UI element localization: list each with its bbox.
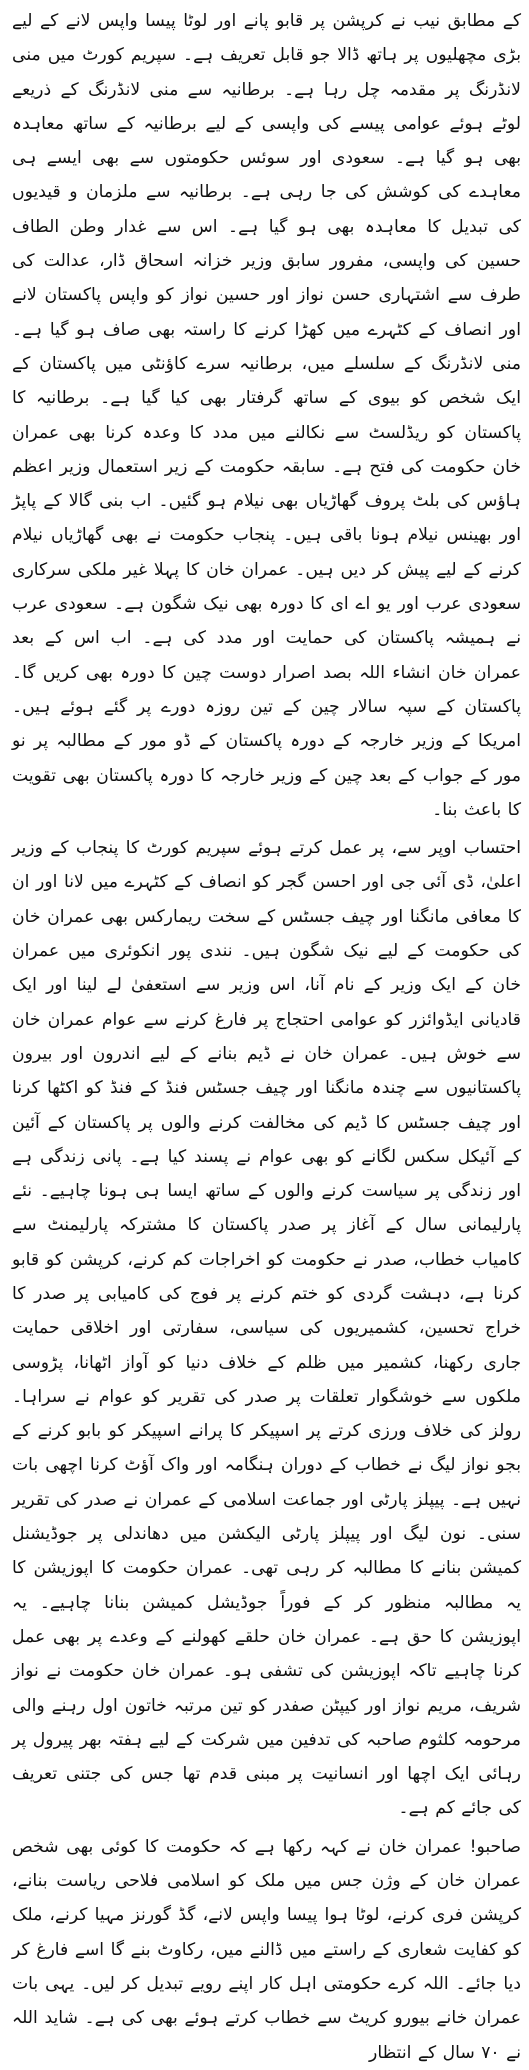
article-paragraph-1: کے مطابق نیب نے کرپشن پر قابو پانے اور لوٹا پیسا واپس لانے کے لیے بڑی مچھلیوں پر ہاتھ ڈالا جو قابل تعریف ہے۔ سپریم کورٹ میں منی لانڈرنگ پر مقدمہ چل رہا ہے۔ برطانیہ سے منی لانڈرنگ کے ذریعے لوٹے ہوئے عوامی پیسے کی واپسی کے لیے برطانیہ کے ساتھ معاہدہ بھی ہو گیا ہے۔ سعودی اور سوئس حکومتوں سے بھی ایسے ہی معاہدے کی کوشش کی جا رہی ہے۔ برطانیہ سے ملزمان و قیدیوں کی تبدیل کا معاہدہ بھی ہو گیا ہے۔ اس سے غدار وطن الطاف حسین کی واپسی، مفرور سابق وزیر خزانہ اسحاق ڈار، عدالت کی طرف سے اشتہاری حسن نواز اور حسین نواز کو واپس پاکستان لانے اور انصاف کے کٹہرے میں کھڑا کرنے کا راستہ بھی صاف ہو گیا ہے۔ منی لانڈرنگ کے سلسلے میں، برطانیہ سرے کاؤنٹی میں پاکستان کے ایک شخص کو بیوی کے ساتھ گرفتار بھی کیا گیا ہے۔ برطانیہ کا پاکستان کو ریڈلسٹ سے نکالنے میں مدد کا وعدہ کرنا بھی عمران خان حکومت کی فتح ہے۔ سابقہ حکومت کے زیر استعمال وزیر اعظم ہاؤس کی بلٹ پروف گھاڑیاں بھی نیلام ہو گئیں۔ اب بنی گالا کے پاپڑ اور بھینس نیلام ہونا باقی ہیں۔ پنجاب حکومت نے بھی گھاڑیاں نیلام کرنے کے لیے پیش کر دیں ہیں۔ عمران خان کا پہلا غیر ملکی سرکاری سعودی عرب اور یو اے ای کا دورہ بھی نیک شگون ہے۔ سعودی عرب نے ہمیشہ پاکستان کی حمایت اور مدد کی ہے۔ اب اس کے بعد عمران خان انشاء اللہ بصد اصرار دوست چین کا دورہ بھی کریں گا۔ پاکستان کے سپہ سالار چین کے تین روزہ دورے پر گئے ہوئے ہیں۔ امریکا کے وزیر خارجہ کے دورہ پاکستان کے ڈو مور کے مطالبہ پر نو مور کے جواب کے بعد چین کے وزیر خارجہ کا دورہ پاکستان بھی تقویت کا باعث بنا۔ [12, 11, 521, 820]
article-paragraph-2: احتساب اوپر سے، پر عمل کرتے ہوئے سپریم کورٹ کا پنجاب کے وزیر اعلیٰ، ڈی آئی جی اور احسن گجر کو انصاف کے کٹہرے میں لانا اور ان کا معافی مانگنا اور چیف جسٹس کے سخت ریمارکس بھی عمران خان کی حکومت کے لیے نیک شگون ہیں۔ نندی پور انکوئری میں عمران خان کے ایک وزیر کے نام آنا، اس وزیر سے استعفیٰ لے لینا اور ایک قادیانی ایڈوائزر کو عوامی احتجاج پر فارغ کرنے سے عوام عمران خان سے خوش ہیں۔ عمران خان نے ڈیم بنانے کے لیے اندرون اور بیرون پاکستانیوں سے چندہ مانگنا اور چیف جسٹس فنڈ کے فنڈ کو اکٹھا کرنا اور چیف جسٹس کا ڈیم کی مخالفت کرنے والوں پر پاکستان کے آئین کے آئیکل سکس لگانے کو بھی عوام نے پسند کیا ہے۔ پانی زندگی ہے اور زندگی پر سیاست کرنے والوں کے ساتھ ایسا ہی ہونا چاہیے۔ نئے پارلیمانی سال کے آغاز پر صدر پاکستان کا مشترکہ پارلیمنٹ سے کامیاب خطاب، صدر نے حکومت کو اخراجات کم کرنے، کرپشن کو قابو کرنا ہے، دہشت گردی کو ختم کرنے پر فوج کی کامیابی پر صدر کا خراج تحسین، کشمیریوں کی سیاسی، سفارتی اور اخلاقی حمایت جاری رکھنا، کشمیر میں ظلم کے خلاف دنیا کو آواز اٹھانا، پڑوسی ملکوں سے خوشگوار تعلقات پر صدر کی تقریر کو عوام نے سراہا۔ رولز کی خلاف ورزی کرتے پر اسپیکر کا پرانے اسپیکر کو بابو کرنے کے بجو نواز لیگ نے خطاب کے دوران ہنگامہ اور واک آؤٹ کرنا اچھی بات نہیں ہے۔ پیپلز پارٹی اور جماعت اسلامی کے عمران نے صدر کی تقریر سنی۔ نون لیگ اور پیپلز پارٹی الیکشن میں دھاندلی پر جوڈیشنل کمیشن بنانے کا مطالبہ کر رہی تھی۔ عمران حکومت کا اپوزیشن کا یہ مطالبہ منظور کر کے فوراً جوڈیشل کمیشن بنانا چاہیے۔ یہ اپوزیشن کا حق ہے۔ عمران خان حلقے کھولنے کے وعدے پر بھی عمل کرنا چاہیے تاکہ اپوزیشن کی تشفی ہو۔ عمران خان حکومت نے نواز شریف، مریم نواز اور کیپٹن صفدر کو تین مرتبہ خاتون اول رہنے والی مرحومہ کلثوم صاحبہ کی تدفین میں شرکت کے لیے ہفتہ بھر پیرول پر رہائی ایک اچھا اور انسانیت پر مبنی قدم تھا جس کی جتنی تعریف کی جائے کم ہے۔ [12, 838, 521, 1819]
article-paragraph-3: صاحبو! عمران خان نے کہہ رکھا ہے کہ حکومت کا کوئی بھی شخص عمران خان کے وژن جس میں ملک کو اسلامی فلاحی ریاست بنانے، کرپشن فری کرنے، لوٹا ہوا پیسا واپس لانے، گڈ گورنز مہیا کرنے، ملک کو کفایت شعاری کے راستے میں ڈالنے میں، رکاوٹ بنے گا اسے فارغ کر دیا جائے۔ اللہ کرے حکومتی اہل کار اپنے رویے تبدیل کر لیں۔ یہی بات عمران خانے بیورو کریٹ سے خطاب کرتے ہوئے بھی کی ہے۔ شاید اللہ نے ۷۰ سال کے انتظار [12, 1836, 521, 2063]
